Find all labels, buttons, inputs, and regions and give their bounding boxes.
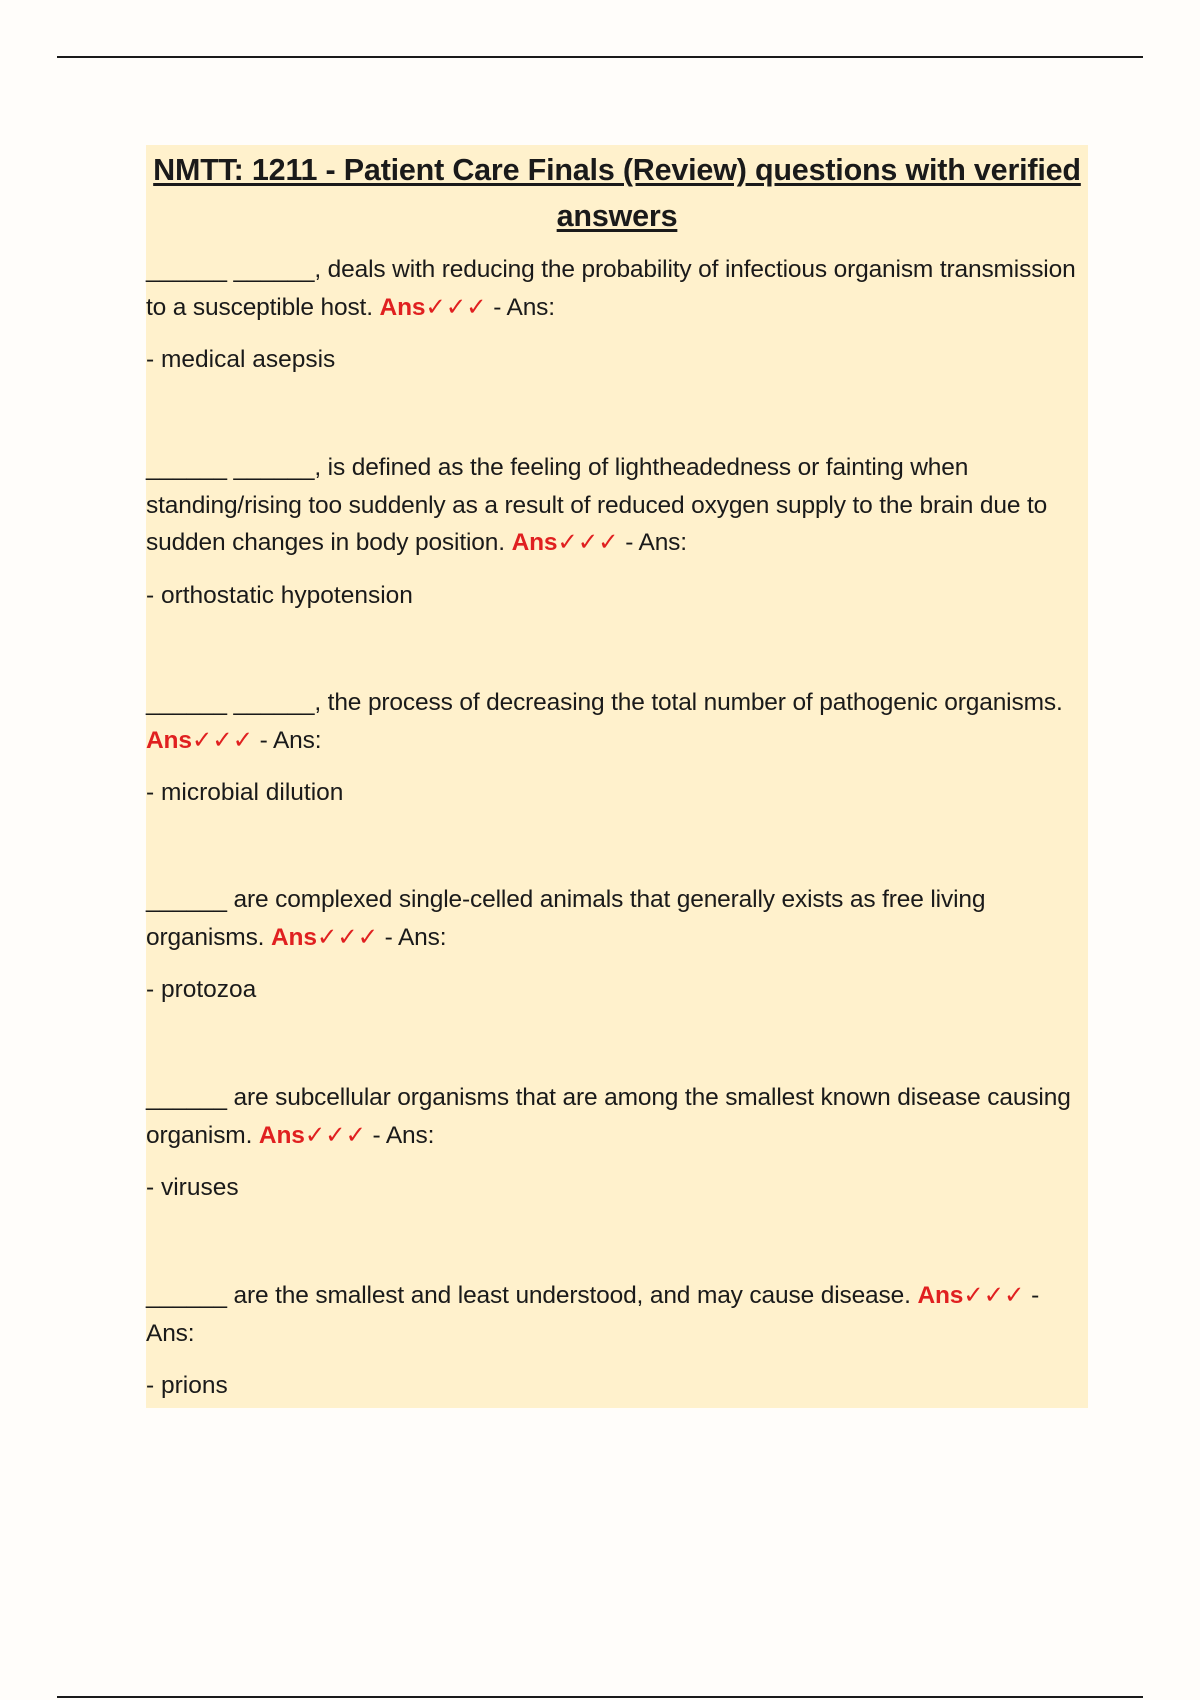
ans-checkmarks: Ans✓✓✓ xyxy=(917,1282,1025,1309)
qa-item xyxy=(146,684,1088,812)
answer-text: - protozoa xyxy=(146,976,257,1003)
question-text: ______ ______, the process of decreasing the total number of pathogenic organisms. Ans✓✓✓ - Ans: xyxy=(146,689,1063,754)
ans-label: - Ans: xyxy=(146,1282,1040,1347)
qa-item xyxy=(146,1079,1088,1207)
ans-label: - Ans: xyxy=(486,293,555,321)
header-rule xyxy=(57,56,1143,58)
qa-item xyxy=(146,1277,1088,1405)
answer-text: - viruses xyxy=(146,1174,239,1201)
answer-text: - orthostatic hypotension xyxy=(146,581,413,609)
footer-rule xyxy=(57,1696,1143,1698)
ans-label: - Ans: xyxy=(365,1121,435,1149)
question-text: ______ are complexed single-celled animals that generally exists as free living organisms. Ans✓✓✓ - Ans: xyxy=(146,886,986,951)
ans-label: - Ans: xyxy=(377,923,447,951)
answer-text: - prions xyxy=(146,1372,228,1399)
ans-checkmarks: Ans✓✓✓ xyxy=(379,293,487,321)
ans-checkmarks: Ans✓✓✓ xyxy=(511,529,619,556)
answer-text: - medical asepsis xyxy=(146,346,336,373)
question-text: ______ ______, deals with reducing the probability of infectious organism transmission to a susceptible host. Ans✓✓✓ - Ans: xyxy=(146,256,1076,321)
qa-item xyxy=(146,449,1088,614)
ans-label: - Ans: xyxy=(252,726,322,754)
ans-checkmarks: Ans✓✓✓ xyxy=(258,1121,366,1149)
question-text: ______ ______, is defined as the feeling of lightheadedness or fainting when standing/rising too suddenly as a result of reduced oxygen supply to the brain due to sudden changes in body position. Ans✓✓✓ - Ans: xyxy=(146,454,1048,556)
ans-label: - Ans: xyxy=(618,529,687,556)
ans-checkmarks: Ans✓✓✓ xyxy=(271,923,378,951)
question-text: ______ are the smallest and least understood, and may cause disease. Ans✓✓✓ - Ans: xyxy=(146,1282,1040,1347)
ans-checkmarks: Ans✓✓✓ xyxy=(146,726,253,754)
question-text: ______ are subcellular organisms that are among the smallest known disease causing organism. Ans✓✓✓ - Ans: xyxy=(146,1084,1071,1149)
qa-item xyxy=(146,881,1088,1009)
document-title: NMTT: 1211 - Patient Care Finals (Review) questions with verified answers xyxy=(153,153,1081,233)
qa-item xyxy=(146,251,1088,379)
study-card xyxy=(146,145,1088,1408)
answer-text: - microbial dilution xyxy=(146,779,344,806)
